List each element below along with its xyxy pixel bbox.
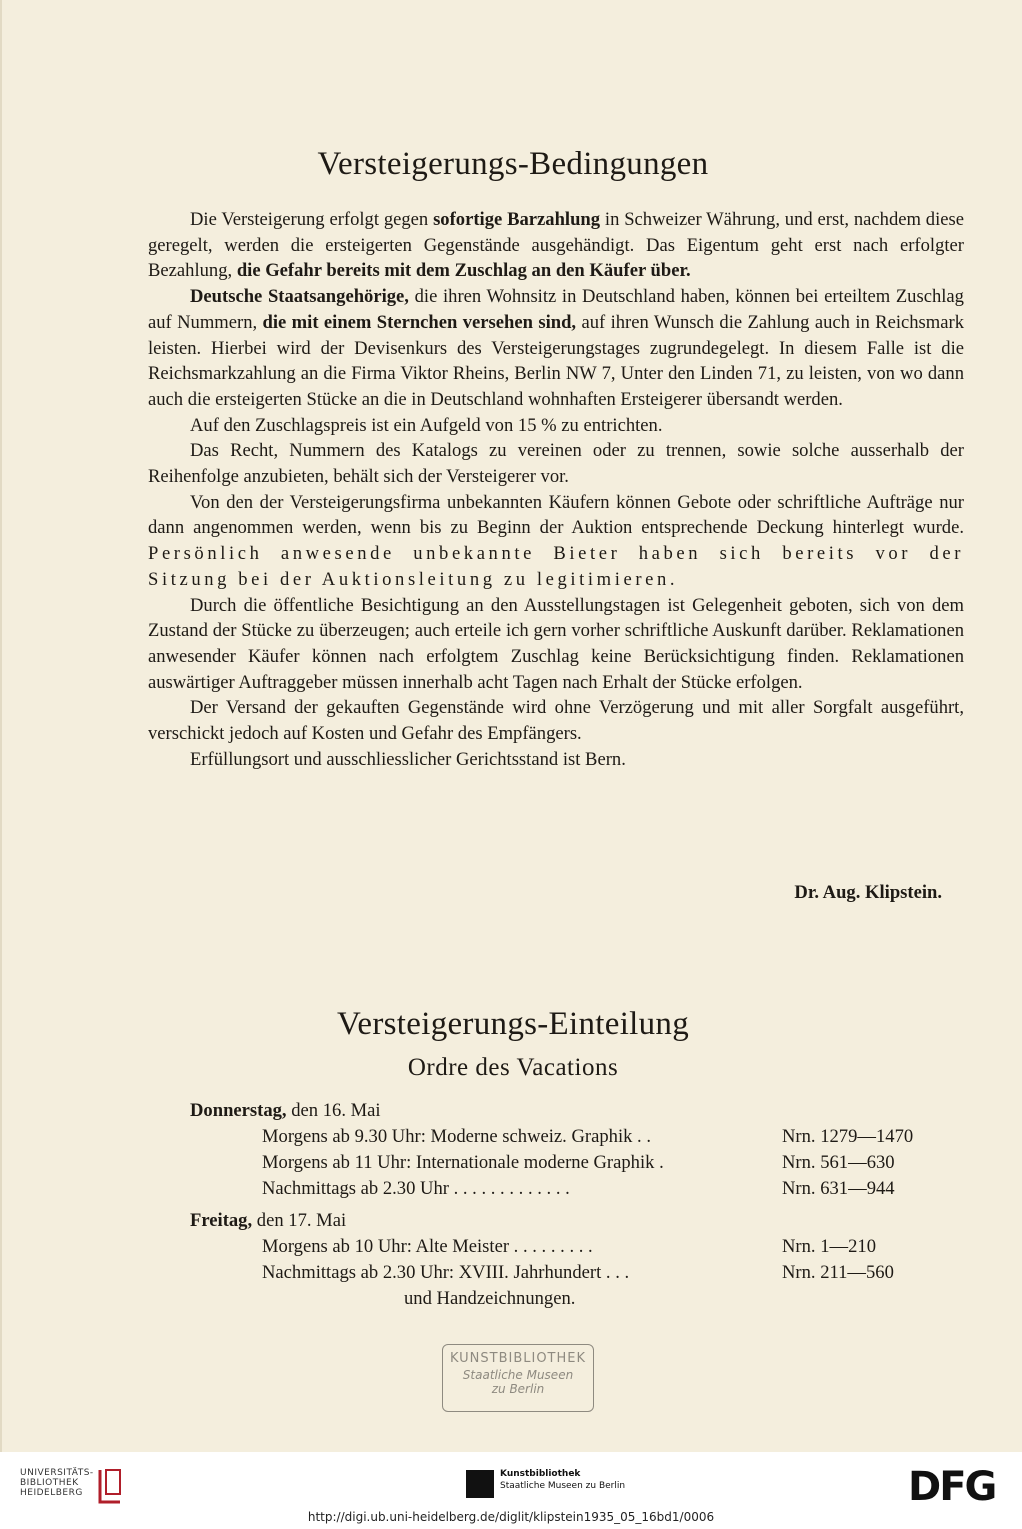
session-desc: Morgens ab 9.30 Uhr: Moderne schweiz. Graphik . . xyxy=(262,1126,652,1147)
conditions-body xyxy=(148,207,964,772)
viewer-footer xyxy=(0,1452,1022,1529)
session-numbers: Nrn. 561—630 xyxy=(782,1152,895,1173)
schedule-subtitle: Ordre des Vacations xyxy=(407,1054,619,1081)
day-heading: Donnerstag, den 16. Mai xyxy=(190,1100,381,1121)
paragraph-shipping: Der Versand der gekauften Gegenstände wird ohne Verzögerung und mit aller Sorgfalt ausgeführt, verschickt jedoch auf Kosten und Gefahr des Empfängers. xyxy=(148,697,964,745)
conditions-title: Versteigerungs-Bedingungen xyxy=(317,146,709,182)
session-numbers: Nrn. 211—560 xyxy=(782,1262,894,1283)
session-desc: Nachmittags ab 2.30 Uhr . . . . . . . . . . . . . xyxy=(262,1178,570,1199)
session-numbers: Nrn. 1279—1470 xyxy=(782,1126,914,1147)
schedule-title: Versteigerungs-Einteilung xyxy=(336,1006,690,1042)
kunstbibliothek-icon xyxy=(466,1470,494,1498)
paragraph-premium: Auf den Zuschlagspreis ist ein Aufgeld von 15 % zu entrichten. xyxy=(190,414,663,436)
paragraph-catalog-rights: Das Recht, Nummern des Katalogs zu vereinen oder zu trennen, sowie solche ausserhalb der Reihenfolge anzubieten, behält sich der Versteigerer vor. xyxy=(148,440,964,488)
session-continuation: und Handzeichnungen. xyxy=(404,1288,576,1309)
session-row xyxy=(262,1126,962,1152)
session-numbers: Nrn. 631—944 xyxy=(782,1178,895,1199)
ub-heidelberg-icon xyxy=(96,1466,124,1506)
dfg-logo[interactable]: DFG xyxy=(908,1464,996,1510)
session-row xyxy=(262,1178,962,1204)
session-desc: Morgens ab 10 Uhr: Alte Meister . . . . . . . . . xyxy=(262,1236,593,1257)
page-url[interactable]: http://digi.ub.uni-heidelberg.de/diglit/klipstein1935_05_16bd1/0006 xyxy=(307,1510,715,1524)
session-row xyxy=(262,1236,962,1262)
paragraph-jurisdiction: Erfüllungsort und ausschliesslicher Gerichtsstand ist Bern. xyxy=(190,748,626,770)
signature: Dr. Aug. Klipstein. xyxy=(794,882,942,903)
ub-heidelberg-logo[interactable]: UNIVERSITÄTS- BIBLIOTHEK HEIDELBERG xyxy=(20,1468,94,1498)
paragraph-payment: Die Versteigerung erfolgt gegen sofortige Barzahlung in Schweizer Währung, und erst, nachdem diese geregelt, werden die ersteigerten Gegenstände ausgehändigt. Das Eigentum geht erst nach erfolgter Bezahlung, die Gefahr bereits mit dem Zuschlag an den Käufer über. xyxy=(148,209,964,282)
kunstbibliothek-logo[interactable]: Kunstbibliothek Staatliche Museen zu Berlin xyxy=(500,1469,626,1491)
paragraph-unknown-buyers: Von den der Versteigerungsfirma unbekannten Käufern können Gebote oder schriftliche Aufträge nur dann angenommen werden, wenn bis zu Beginn der Auktion entsprechende Deckung hinterlegt wurde. Persönlich anwesende unbekannte Bieter haben sich bereits vor der Sitzung bei der Auktionsleitung zu legitimieren. xyxy=(148,491,964,590)
session-row xyxy=(262,1262,962,1288)
paragraph-viewing: Durch die öffentliche Besichtigung an den Ausstellungstagen ist Gelegenheit geboten, sich von dem Zustand der Stücke zu überzeugen; auch erteile ich gern vorher schriftliche Auskunft darüber. Reklamationen anwesender Käufer können nach erfolgtem Zuschlag keine Berücksichtigung finden. Reklamationen auswärtiger Auftraggeber müssen innerhalb acht Tagen nach Erhalt der Stücke erfolgen. xyxy=(148,594,964,693)
session-numbers: Nrn. 1—210 xyxy=(782,1236,876,1257)
library-stamp: KUNSTBIBLIOTHEK Staatliche Museen zu Berlin xyxy=(442,1344,594,1412)
session-desc: Nachmittags ab 2.30 Uhr: XVIII. Jahrhundert . . . xyxy=(262,1262,630,1283)
session-desc: Morgens ab 11 Uhr: Internationale moderne Graphik . xyxy=(262,1152,664,1173)
paragraph-german-citizens: Deutsche Staatsangehörige, die ihren Wohnsitz in Deutschland haben, können bei erteiltem Zuschlag auf Nummern, die mit einem Sternchen versehen sind, auf ihren Wunsch die Zahlung auch in Reichsmark leisten. Hierbei wird der Devisenkurs des Versteigerungstages zugrundegelegt. In diesem Falle ist die Reichsmarkzahlung an die Firma Viktor Rheins, Berlin NW 7, Unter den Linden 71, zu leisten, von wo dann auch die ersteigerten Stücke an die in Deutschland wohnhaften Ersteigerer übersandt werden. xyxy=(148,286,964,410)
day-heading: Freitag, den 17. Mai xyxy=(190,1210,347,1231)
session-row xyxy=(262,1152,962,1178)
